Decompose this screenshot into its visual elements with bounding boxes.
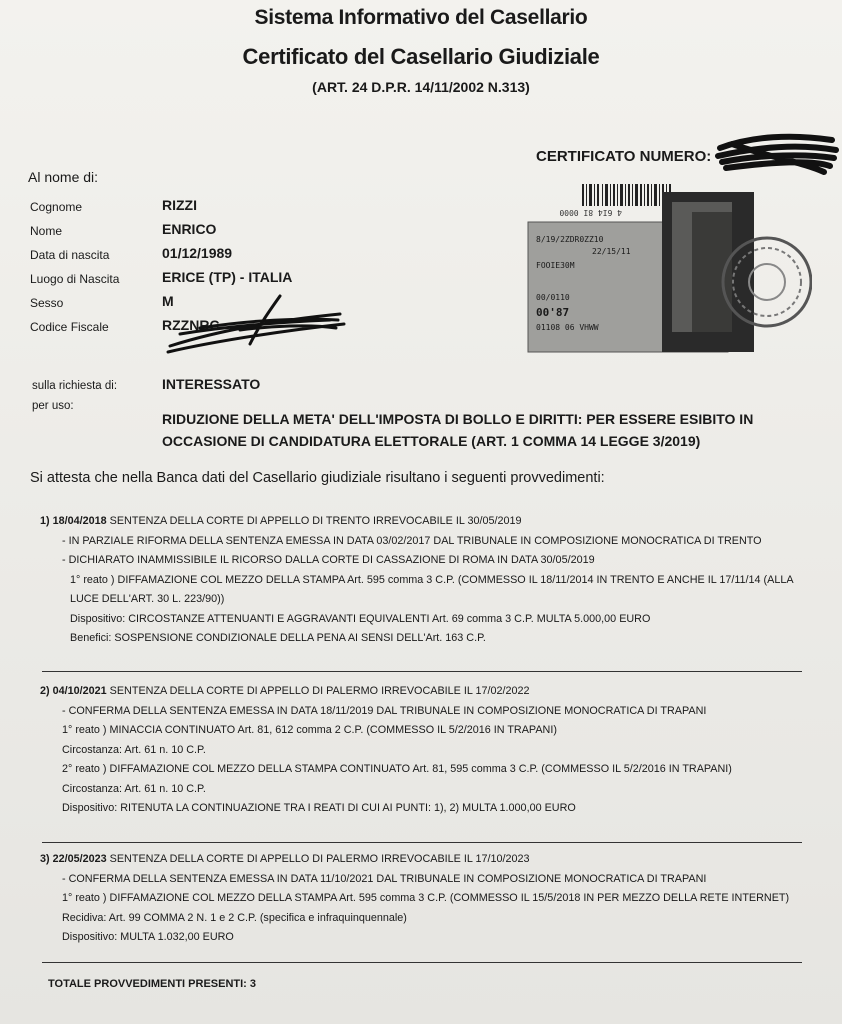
measure-header: SENTENZA DELLA CORTE DI APPELLO DI PALERMO IRREVOCABILE IL 17/02/2022	[106, 685, 530, 697]
sex-value: M	[162, 293, 174, 309]
stamp-amount: 00'87	[536, 306, 570, 319]
law-reference: (ART. 24 D.P.R. 14/11/2002 N.313)	[312, 79, 530, 95]
use-label: per uso:	[32, 400, 74, 412]
document-subtitle: Certificato del Casellario Giudiziale	[242, 44, 600, 69]
measure-header: SENTENZA DELLA CORTE DI APPELLO DI PALERMO IRREVOCABILE IL 17/10/2023	[106, 853, 530, 865]
measure-line: 2° reato ) DIFFAMAZIONE COL MEZZO DELLA STAMPA CONTINUATO Art. 81, 595 comma 3 C.P. (COMMESSO IL 5/2/2016 IN TRAPANI)	[62, 763, 732, 775]
stamp-line-2: 22/15/11	[592, 247, 631, 256]
surname-value: RIZZI	[162, 197, 197, 213]
sex-label: Sesso	[30, 296, 64, 310]
section-divider	[42, 671, 802, 672]
request-label: sulla richiesta di:	[32, 380, 118, 392]
measure-line: Dispositivo: CIRCOSTANZE ATTENUANTI E AGGRAVANTI EQUIVALENTI Art. 69 comma 3 C.P. MULTA 5.000,00 EURO	[70, 612, 651, 625]
measure-line: 1° reato ) DIFFAMAZIONE COL MEZZO DELLA STAMPA Art. 595 comma 3 C.P. (COMMESSO IL 15/5/2018 IN PER MEZZO DELLA RETE INTERNET)	[62, 892, 790, 904]
measure-number: 1)	[40, 515, 50, 527]
fiscal-code-value: RZZNRC	[162, 317, 220, 333]
stamp-line-4: 00/0110	[536, 293, 570, 302]
section-divider	[42, 962, 802, 963]
use-value: RIDUZIONE DELLA META' DELL'IMPOSTA DI BOLLO E DIRITTI: PER ESSERE ESIBITO IN OCCASIONE DI CANDIDATURA ELETTORALE (ART. 1 COMMA 14 LEGGE 3/2019)	[162, 411, 754, 449]
measure-line: 1° reato ) DIFFAMAZIONE COL MEZZO DELLA STAMPA Art. 595 comma 3 C.P. (COMMESSO IL 18/11/2014 IN TRENTO E ANCHE IL 17/11/14 (ALLA LUCE DELL'ART. 30 L. 223/90))	[70, 573, 793, 605]
stamp-barcode-text: 4 6I4 8I 0000	[559, 208, 622, 217]
measure-line: Recidiva: Art. 99 COMMA 2 N. 1 e 2 C.P. (specifica e infraquinquennale)	[62, 911, 407, 924]
measure-line: Circostanza: Art. 61 n. 10 C.P.	[62, 782, 206, 795]
stamp-line-6: 01108 06 VHWW	[536, 323, 599, 332]
birthplace-value: ERICE (TP) - ITALIA	[162, 269, 293, 285]
measure-line: - IN PARZIALE RIFORMA DELLA SENTENZA EMESSA IN DATA 03/02/2017 DAL TRIBUNALE IN COMPOSIZIONE MONOCRATICA DI TRENTO	[62, 534, 762, 547]
measure-line: - DICHIARATO INAMMISSIBILE IL RICORSO DALLA CORTE DI CASSAZIONE DI ROMA IN DATA 30/05/2019	[62, 554, 595, 566]
measure-date: 22/05/2023	[52, 853, 107, 865]
measure-header: SENTENZA DELLA CORTE DI APPELLO DI TRENTO IRREVOCABILE IL 30/05/2019	[106, 515, 522, 527]
person-heading: Al nome di:	[28, 169, 99, 185]
measure-number: 3)	[40, 853, 50, 865]
revenue-stamp	[522, 172, 812, 372]
measure-date: 04/10/2021	[52, 685, 107, 697]
measure-line: Circostanza: Art. 61 n. 10 C.P.	[62, 743, 206, 756]
section-divider	[42, 842, 802, 843]
surname-label: Cognome	[30, 200, 83, 214]
name-value: ENRICO	[162, 221, 217, 237]
measure-1	[40, 512, 810, 649]
fiscal-code-label: Codice Fiscale	[30, 320, 109, 334]
measure-date: 18/04/2018	[52, 515, 107, 527]
measure-3	[40, 850, 810, 948]
document-title: Sistema Informativo del Casellario	[254, 6, 588, 29]
birthplace-label: Luogo di Nascita	[30, 272, 120, 286]
birthdate-label: Data di nascita	[30, 248, 110, 262]
request-value: INTERESSATO	[162, 376, 261, 392]
measure-number: 2)	[40, 685, 50, 697]
measure-line: 1° reato ) MINACCIA CONTINUATO Art. 81, 612 comma 2 C.P. (COMMESSO IL 5/2/2016 IN TRAPANI)	[62, 724, 557, 736]
revenue-stamp-graphic	[522, 172, 812, 372]
measure-line: Dispositivo: RITENUTA LA CONTINUAZIONE TRA I REATI DI CUI AI PUNTI: 1), 2) MULTA 1.000,00 EURO	[62, 802, 576, 814]
name-label: Nome	[30, 224, 63, 238]
measure-line: Benefici: SOSPENSIONE CONDIZIONALE DELLA PENA AI SENSI DELL'Art. 163 C.P.	[70, 632, 486, 644]
attestation-statement: Si attesta che nella Banca dati del Casellario giudiziale risultano i seguenti provvedimenti:	[30, 470, 605, 486]
measure-line: - CONFERMA DELLA SENTENZA EMESSA IN DATA 18/11/2019 DAL TRIBUNALE IN COMPOSIZIONE MONOCRATICA DI TRAPANI	[62, 704, 707, 717]
birthdate-value: 01/12/1989	[162, 245, 233, 261]
stamp-line-3: FOOIE30M	[536, 261, 575, 270]
certificate-number-redaction	[712, 128, 840, 178]
certificate-number-label: CERTIFICATO NUMERO:	[536, 148, 712, 165]
measure-line: Dispositivo: MULTA 1.032,00 EURO	[62, 931, 234, 943]
stamp-line-1: 8/19/2ZDR0ZZ10	[536, 235, 604, 244]
total-measures: TOTALE PROVVEDIMENTI PRESENTI: 3	[48, 978, 257, 990]
measure-line: - CONFERMA DELLA SENTENZA EMESSA IN DATA 11/10/2021 DAL TRIBUNALE IN COMPOSIZIONE MONOCRATICA DI TRAPANI	[62, 872, 707, 885]
measure-2	[40, 682, 810, 819]
